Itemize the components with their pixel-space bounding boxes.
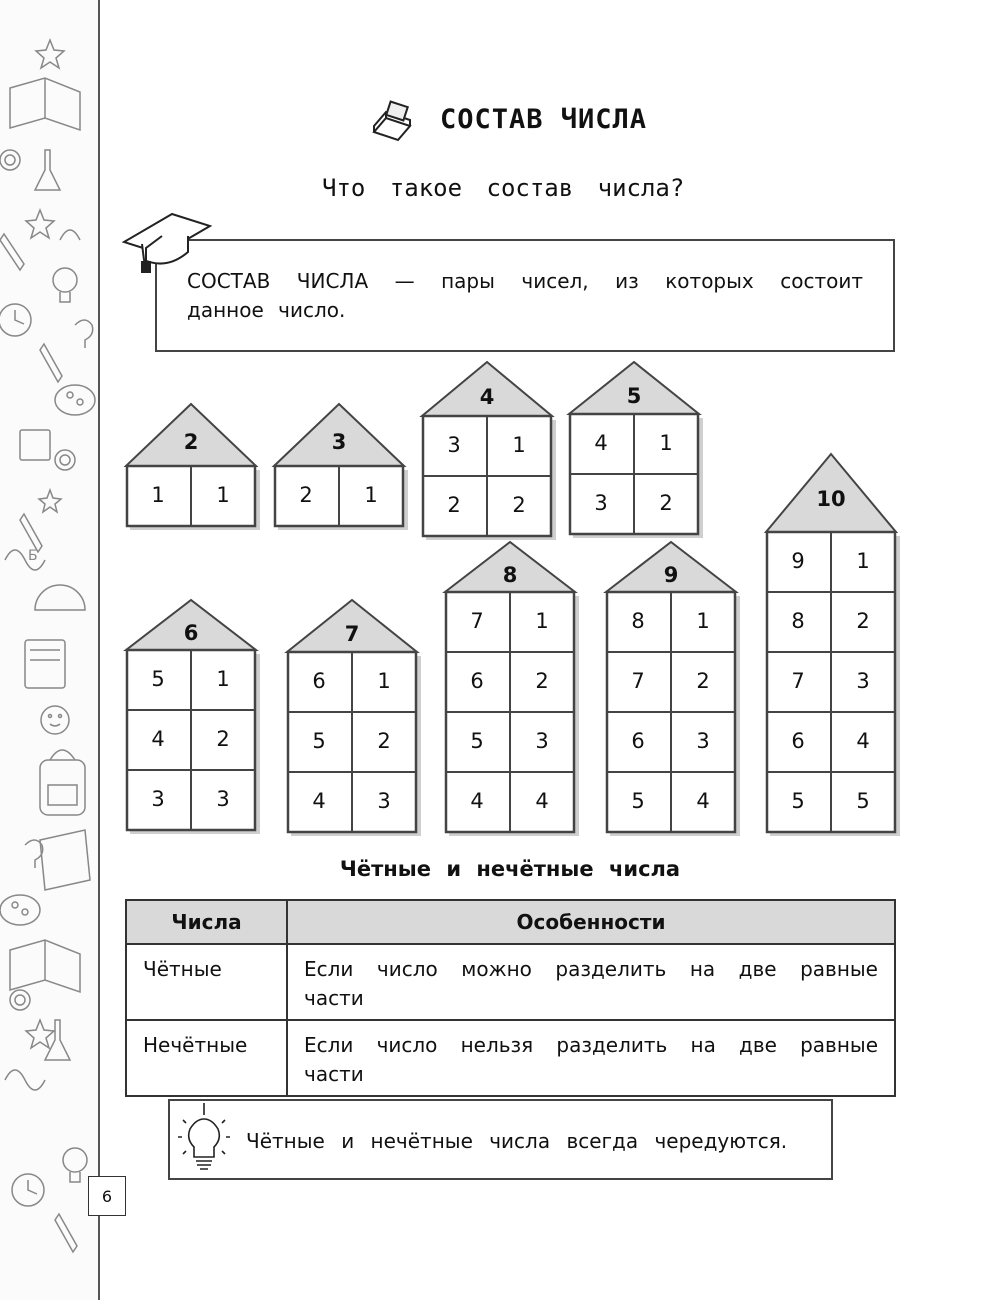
house-number: 6 bbox=[183, 621, 199, 645]
house-cell: 8 bbox=[631, 609, 645, 633]
definition-text: СОСТАВ ЧИСЛА — пары чисел, из которых состоит данное число. bbox=[187, 269, 863, 322]
house-cell: 1 bbox=[535, 609, 549, 633]
number-house-5 bbox=[569, 362, 699, 534]
house-cell: 2 bbox=[216, 727, 230, 751]
house-cell: 6 bbox=[791, 729, 805, 753]
row-desc-even: Если число можно разделить на две равные части bbox=[287, 944, 895, 1020]
house-number: 3 bbox=[331, 430, 347, 455]
tip-text: Чётные и нечётные числа всегда чередуются. bbox=[246, 1129, 788, 1153]
house-cell: 4 bbox=[856, 729, 870, 753]
house-cell: 4 bbox=[696, 789, 710, 813]
page-number: 6 bbox=[88, 1176, 126, 1216]
house-cell: 1 bbox=[856, 549, 870, 573]
table-header-row bbox=[126, 900, 895, 944]
doodle-sidebar bbox=[0, 0, 100, 1300]
house-cell: 2 bbox=[535, 669, 549, 693]
house-cell: 5 bbox=[631, 789, 645, 813]
number-house-4 bbox=[422, 362, 552, 536]
number-house-6 bbox=[126, 600, 256, 830]
house-cell: 2 bbox=[696, 669, 710, 693]
house-cell: 1 bbox=[377, 669, 391, 693]
house-cell: 1 bbox=[512, 433, 526, 457]
house-cell: 1 bbox=[364, 483, 378, 507]
house-cell: 7 bbox=[470, 609, 484, 633]
house-number: 10 bbox=[816, 486, 846, 511]
house-number: 4 bbox=[479, 384, 495, 409]
house-cell: 1 bbox=[216, 483, 230, 507]
even-odd-table bbox=[125, 899, 896, 1097]
column-header-numbers: Числа bbox=[126, 900, 287, 944]
table-row bbox=[126, 1020, 895, 1096]
house-cell: 8 bbox=[791, 609, 805, 633]
house-cell: 2 bbox=[447, 493, 461, 517]
house-number: 8 bbox=[502, 563, 518, 587]
column-header-features: Особенности bbox=[287, 900, 895, 944]
house-cell: 4 bbox=[151, 727, 165, 751]
number-house-8 bbox=[445, 542, 575, 832]
definition-box bbox=[155, 239, 895, 352]
house-cell: 5 bbox=[856, 789, 870, 813]
house-cell: 5 bbox=[470, 729, 484, 753]
house-cell: 1 bbox=[696, 609, 710, 633]
house-cell: 2 bbox=[299, 483, 313, 507]
house-cell: 3 bbox=[535, 729, 549, 753]
house-cell: 3 bbox=[856, 669, 870, 693]
house-number: 5 bbox=[626, 383, 642, 408]
house-cell: 7 bbox=[631, 669, 645, 693]
house-cell: 2 bbox=[377, 729, 391, 753]
house-cell: 4 bbox=[535, 789, 549, 813]
number-house-10 bbox=[766, 454, 896, 832]
house-cell: 4 bbox=[470, 789, 484, 813]
house-cell: 3 bbox=[377, 789, 391, 813]
house-cell: 2 bbox=[659, 491, 673, 515]
page-title: СОСТАВ ЧИСЛА bbox=[440, 104, 648, 135]
house-cell: 3 bbox=[216, 787, 230, 811]
house-cell: 2 bbox=[512, 493, 526, 517]
house-cell: 3 bbox=[594, 491, 608, 515]
row-name-odd: Нечётные bbox=[126, 1020, 287, 1096]
number-house-7 bbox=[287, 600, 417, 832]
house-cell: 4 bbox=[312, 789, 326, 813]
house-cell: 3 bbox=[696, 729, 710, 753]
page-subtitle: Что такое состав числа? bbox=[322, 174, 685, 202]
house-cell: 5 bbox=[312, 729, 326, 753]
house-cell: 2 bbox=[856, 609, 870, 633]
row-name-even: Чётные bbox=[126, 944, 287, 1020]
house-cell: 1 bbox=[216, 667, 230, 691]
house-cell: 6 bbox=[631, 729, 645, 753]
house-cell: 6 bbox=[470, 669, 484, 693]
book-icon bbox=[368, 96, 416, 144]
house-cell: 1 bbox=[151, 483, 165, 507]
house-number: 2 bbox=[183, 430, 199, 455]
house-cell: 4 bbox=[594, 431, 608, 455]
house-cell: 1 bbox=[659, 431, 673, 455]
number-house-9 bbox=[606, 542, 736, 832]
lightbulb-icon bbox=[178, 1103, 230, 1177]
house-cell: 3 bbox=[151, 787, 165, 811]
house-number: 7 bbox=[344, 621, 360, 646]
house-number: 9 bbox=[663, 563, 679, 587]
number-house-3 bbox=[274, 404, 404, 526]
house-cell: 5 bbox=[791, 789, 805, 813]
house-cell: 9 bbox=[791, 549, 805, 573]
house-cell: 5 bbox=[151, 667, 165, 691]
row-desc-odd: Если число нельзя разделить на две равные части bbox=[287, 1020, 895, 1096]
table-row bbox=[126, 944, 895, 1020]
tip-box bbox=[168, 1099, 833, 1180]
house-cell: 6 bbox=[312, 669, 326, 693]
even-odd-heading: Чётные и нечётные числа bbox=[339, 857, 681, 881]
graduation-cap-icon bbox=[122, 204, 212, 274]
number-house-2 bbox=[126, 404, 256, 526]
svg-text:Б: Б bbox=[28, 548, 38, 564]
house-cell: 7 bbox=[791, 669, 805, 693]
house-cell: 3 bbox=[447, 433, 461, 457]
